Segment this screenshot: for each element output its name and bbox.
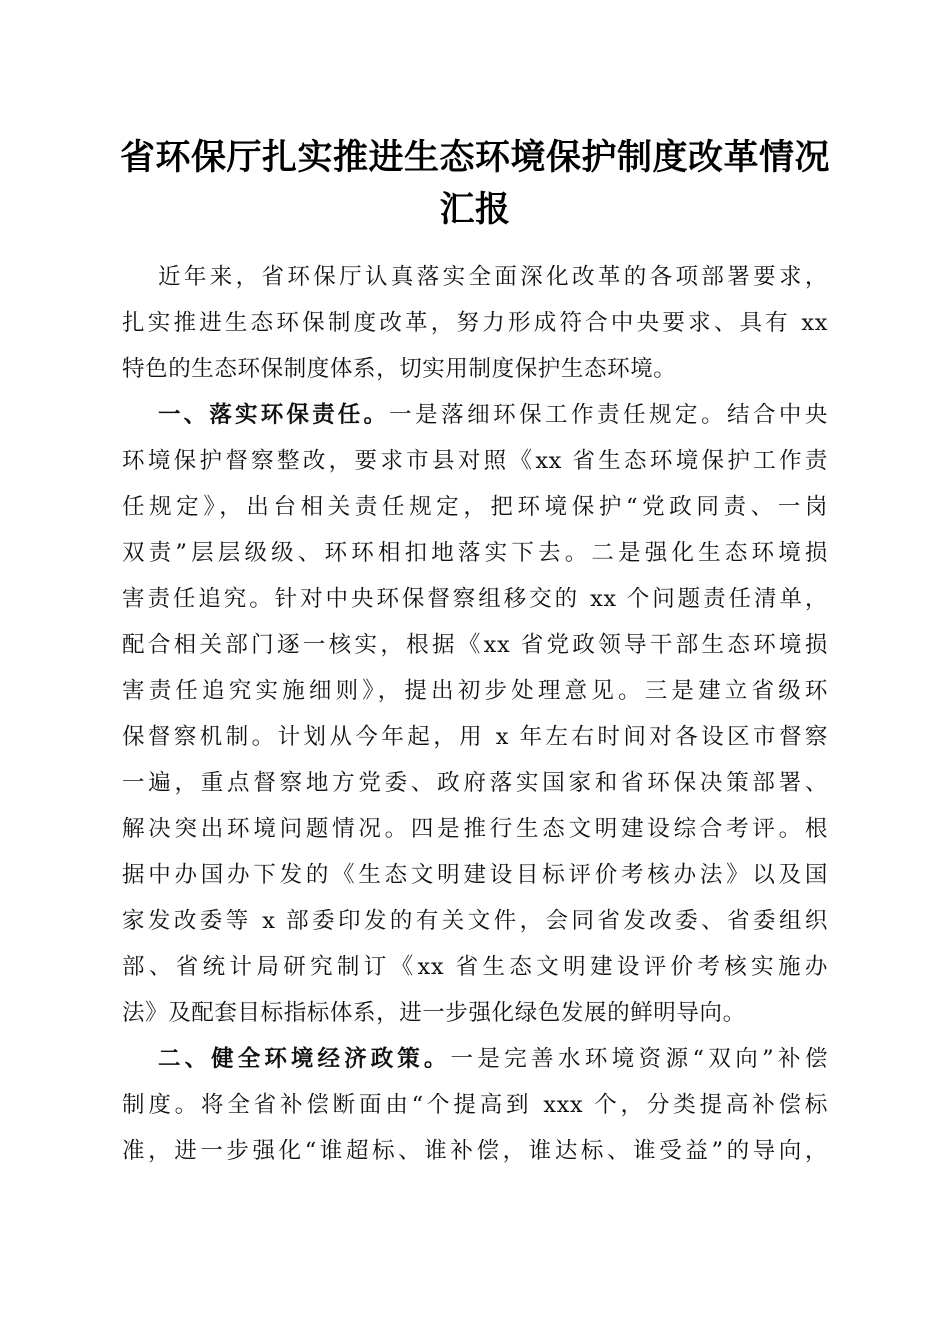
section-1-heading: 一、落实环保责任。 — [158, 402, 390, 428]
section-2-paragraph — [122, 1036, 828, 1174]
text-line: 据中办国办下发的《生态文明建设目标评价考核办法》以及国 — [122, 862, 828, 888]
text-run: 一是完善水环境资源“双向”补偿 — [450, 1046, 828, 1072]
document-body — [122, 254, 828, 1174]
section-1-paragraph — [122, 392, 828, 1036]
text-line: 准，进一步强化“谁超标、谁补偿，谁达标、谁受益”的导向， — [122, 1138, 828, 1164]
text-line: 近年来，省环保厅认真落实全面深化改革的各项部署要求， — [158, 264, 828, 290]
text-line: 环境保护督察整改，要求市县对照《xx 省生态环境保护工作责 — [122, 448, 828, 474]
title-line-2: 汇报 — [439, 190, 511, 230]
text-line: 任规定》，出台相关责任规定，把环境保护“党政同责、一岗 — [122, 494, 828, 520]
intro-paragraph — [122, 254, 828, 392]
text-line: 解决突出环境问题情况。四是推行生态文明建设综合考评。根 — [122, 816, 828, 842]
section-1-first-line — [122, 392, 828, 438]
text-line: 双责”层层级级、环环相扣地落实下去。二是强化生态环境损 — [122, 540, 828, 566]
text-line: 特色的生态环保制度体系，切实用制度保护生态环境。 — [122, 356, 677, 382]
text-line: 害责任追究。针对中央环保督察组移交的 xx 个问题责任清单， — [122, 586, 828, 612]
title-line-1: 省环保厅扎实推进生态环境保护制度改革情况 — [119, 138, 830, 178]
text-line: 部、省统计局研究制订《xx 省生态文明建设评价考核实施办 — [122, 954, 828, 980]
section-2-heading: 二、健全环境经济政策。 — [158, 1046, 451, 1072]
section-2-first-line — [122, 1036, 828, 1082]
text-line: 配合相关部门逐一核实，根据《xx 省党政领导干部生态环境损 — [122, 632, 828, 658]
text-run: 一是落细环保工作责任规定。结合中央 — [389, 402, 828, 428]
text-line: 法》及配套目标指标体系，进一步强化绿色发展的鲜明导向。 — [122, 1000, 746, 1026]
document-title — [110, 132, 840, 236]
text-line: 害责任追究实施细则》，提出初步处理意见。三是建立省级环 — [122, 678, 828, 704]
text-line: 一遍，重点督察地方党委、政府落实国家和省环保决策部署、 — [122, 770, 828, 796]
text-line: 家发改委等 x 部委印发的有关文件，会同省发改委、省委组织 — [122, 908, 828, 934]
text-line: 制度。将全省补偿断面由“个提高到 xxx 个，分类提高补偿标 — [122, 1092, 828, 1118]
text-line: 扎实推进生态环保制度改革，努力形成符合中央要求、具有 xx — [122, 310, 828, 336]
text-line: 保督察机制。计划从今年起，用 x 年左右时间对各设区市督察 — [122, 724, 828, 750]
